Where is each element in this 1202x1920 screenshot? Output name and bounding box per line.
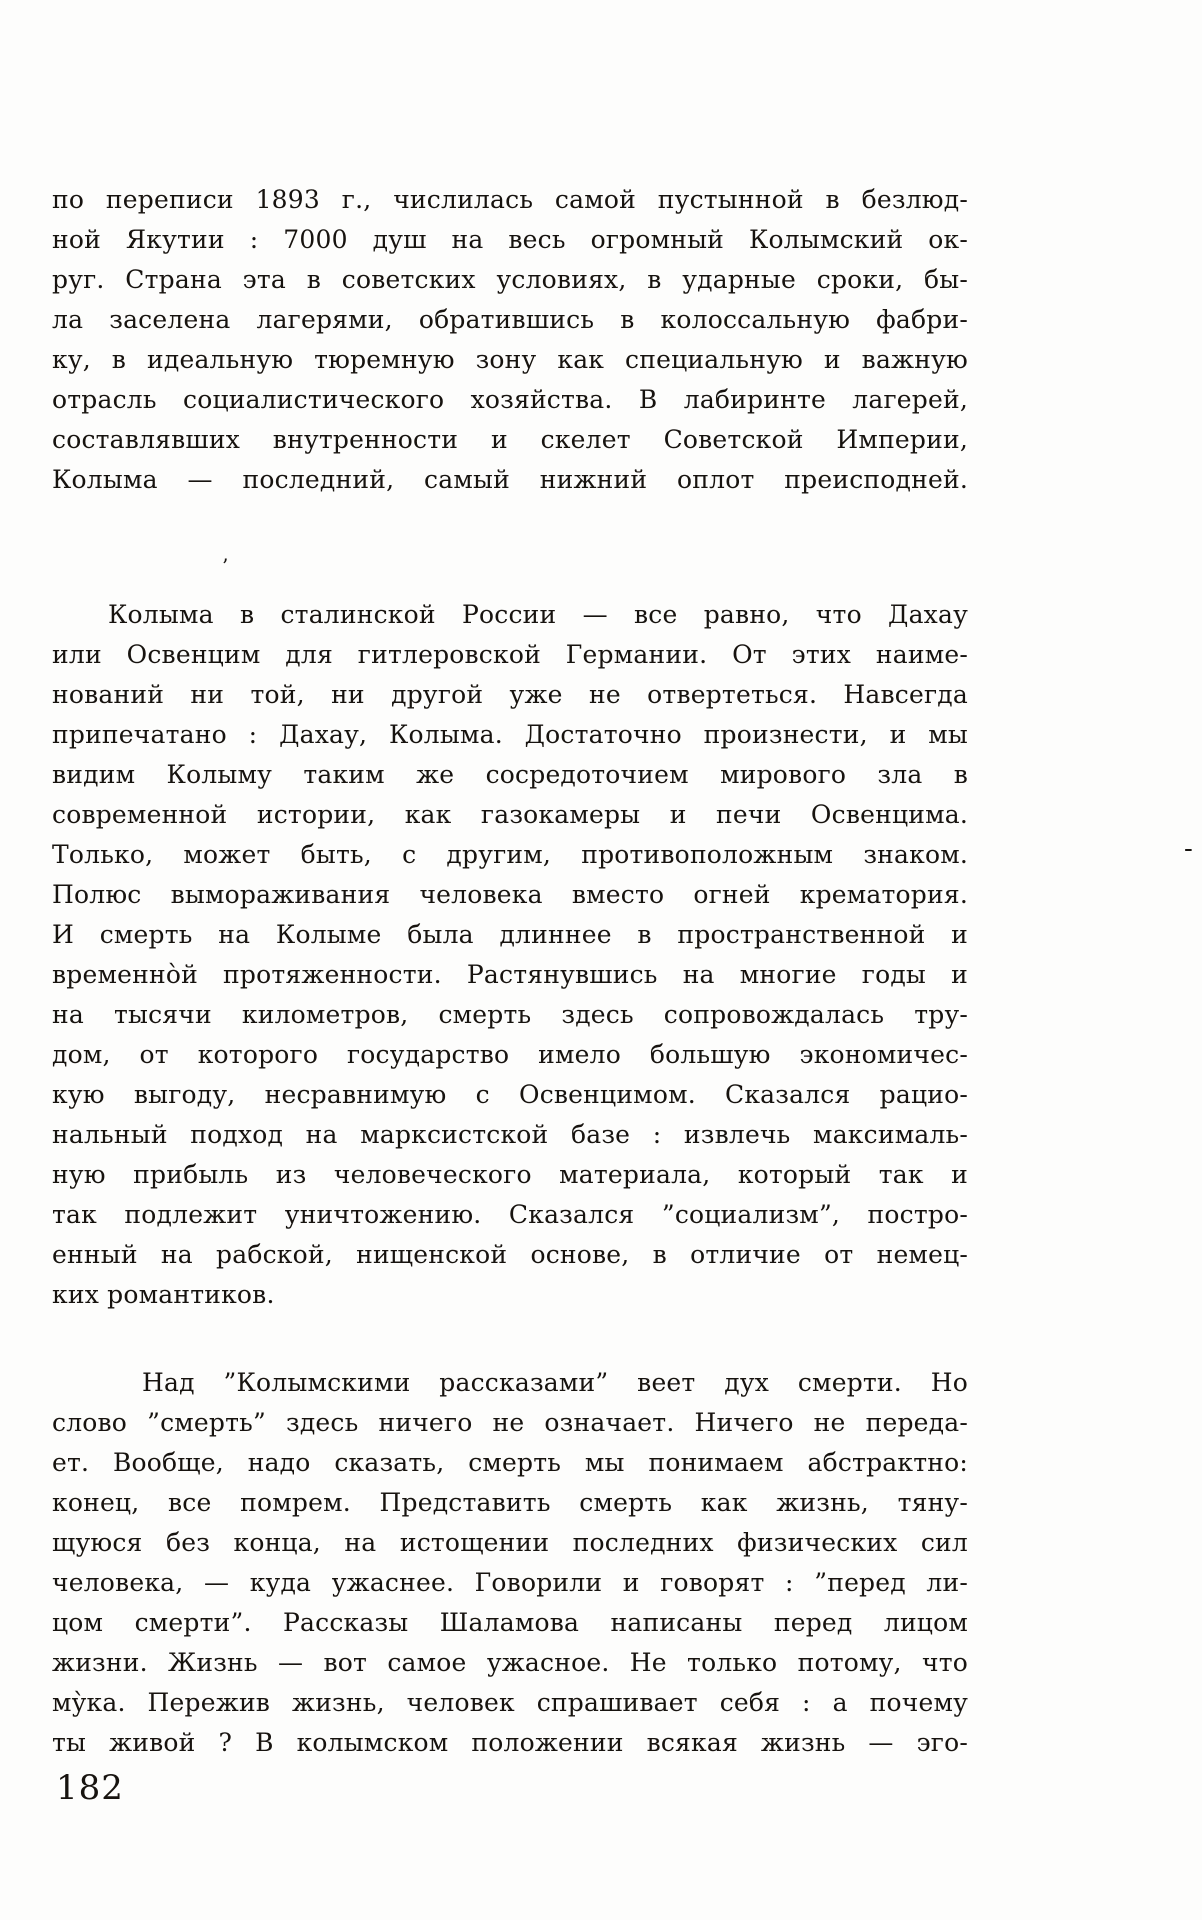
text-line: припечатано : Дахау, Колыма. Достаточно произнести, и мы: [52, 720, 968, 749]
text-line: жизни. Жизнь — вот самое ужасное. Не только потому, что: [52, 1648, 968, 1677]
text-line: Колыма — последний, самый нижний оплот преисподней.: [52, 465, 968, 494]
text-line: современной истории, как газокамеры и печи Освенцима.: [52, 800, 968, 829]
text-line: дом, от которого государство имело большую экономичес-: [52, 1040, 968, 1069]
text-line: ла заселена лагерями, обратившись в колоссальную фабри-: [52, 305, 968, 334]
ink-speck: ’: [222, 554, 229, 578]
text-line: нований ни той, ни другой уже не отвертеться. Навсегда: [52, 680, 968, 709]
text-line: Полюс вымораживания человека вместо огней крематория.: [52, 880, 968, 909]
text-line: слово ”смерть” здесь ничего не означает. Ничего не переда-: [52, 1408, 968, 1437]
text-line: составлявших внутренности и скелет Советской Империи,: [52, 425, 968, 454]
text-line: ную прибыль из человеческого материала, который так и: [52, 1160, 968, 1189]
text-line: енный на рабской, нищенской основе, в отличие от немец-: [52, 1240, 968, 1269]
text-line: конец, все помрем. Представить смерть как жизнь, тяну-: [52, 1488, 968, 1517]
text-line: му̀ка. Пережив жизнь, человек спрашивает себя : а почему: [52, 1688, 968, 1717]
page-number: 182: [56, 1768, 124, 1808]
text-line: цом смерти”. Рассказы Шаламова написаны перед лицом: [52, 1608, 968, 1637]
text-line: ной Якутии : 7000 душ на весь огромный Колымский ок-: [52, 225, 968, 254]
text-line: Колыма в сталинской России — все равно, что Дахау: [108, 600, 968, 629]
paragraph-3: [52, 1363, 968, 1763]
text-line: так подлежит уничтожению. Сказался ”социализм”, постро-: [52, 1200, 968, 1229]
text-line: на тысячи километров, смерть здесь сопровождалась тру-: [52, 1000, 968, 1029]
text-line: нальный подход на марксистской базе : извлечь максималь-: [52, 1120, 968, 1149]
text-line: И смерть на Колыме была длиннее в пространственной и: [52, 920, 968, 949]
text-line: щуюся без конца, на истощении последних физических сил: [52, 1528, 968, 1557]
text-line: ты живой ? В колымском положении всякая жизнь — эго-: [52, 1728, 968, 1757]
text-line: человека, — куда ужаснее. Говорили и говорят : ”перед ли-: [52, 1568, 968, 1597]
paragraph-2: [52, 595, 968, 1315]
text-line: Только, может быть, с другим, противоположным знаком.: [52, 840, 968, 869]
text-line: кую выгоду, несравнимую с Освенцимом. Сказался рацио-: [52, 1080, 968, 1109]
text-line: временно̀й протяженности. Растянувшись на многие годы и: [52, 960, 968, 989]
text-line: отрасль социалистического хозяйства. В лабиринте лагерей,: [52, 385, 968, 414]
text-line: ет. Вообще, надо сказать, смерть мы понимаем абстрактно:: [52, 1448, 968, 1477]
text-line: ку, в идеальную тюремную зону как специальную и важную: [52, 345, 968, 374]
text-line: ких романтиков.: [52, 1280, 275, 1309]
paragraph-1: [52, 180, 968, 500]
text-line: руг. Страна эта в советских условиях, в ударные сроки, бы-: [52, 265, 968, 294]
text-line: Над ”Колымскими рассказами” веет дух смерти. Но: [142, 1368, 968, 1397]
text-line: или Освенцим для гитлеровской Германии. От этих наиме-: [52, 640, 968, 669]
margin-mark: -: [1184, 834, 1193, 864]
text-line: видим Колыму таким же сосредоточием мирового зла в: [52, 760, 968, 789]
text-line: по переписи 1893 г., числилась самой пустынной в безлюд-: [52, 185, 968, 214]
